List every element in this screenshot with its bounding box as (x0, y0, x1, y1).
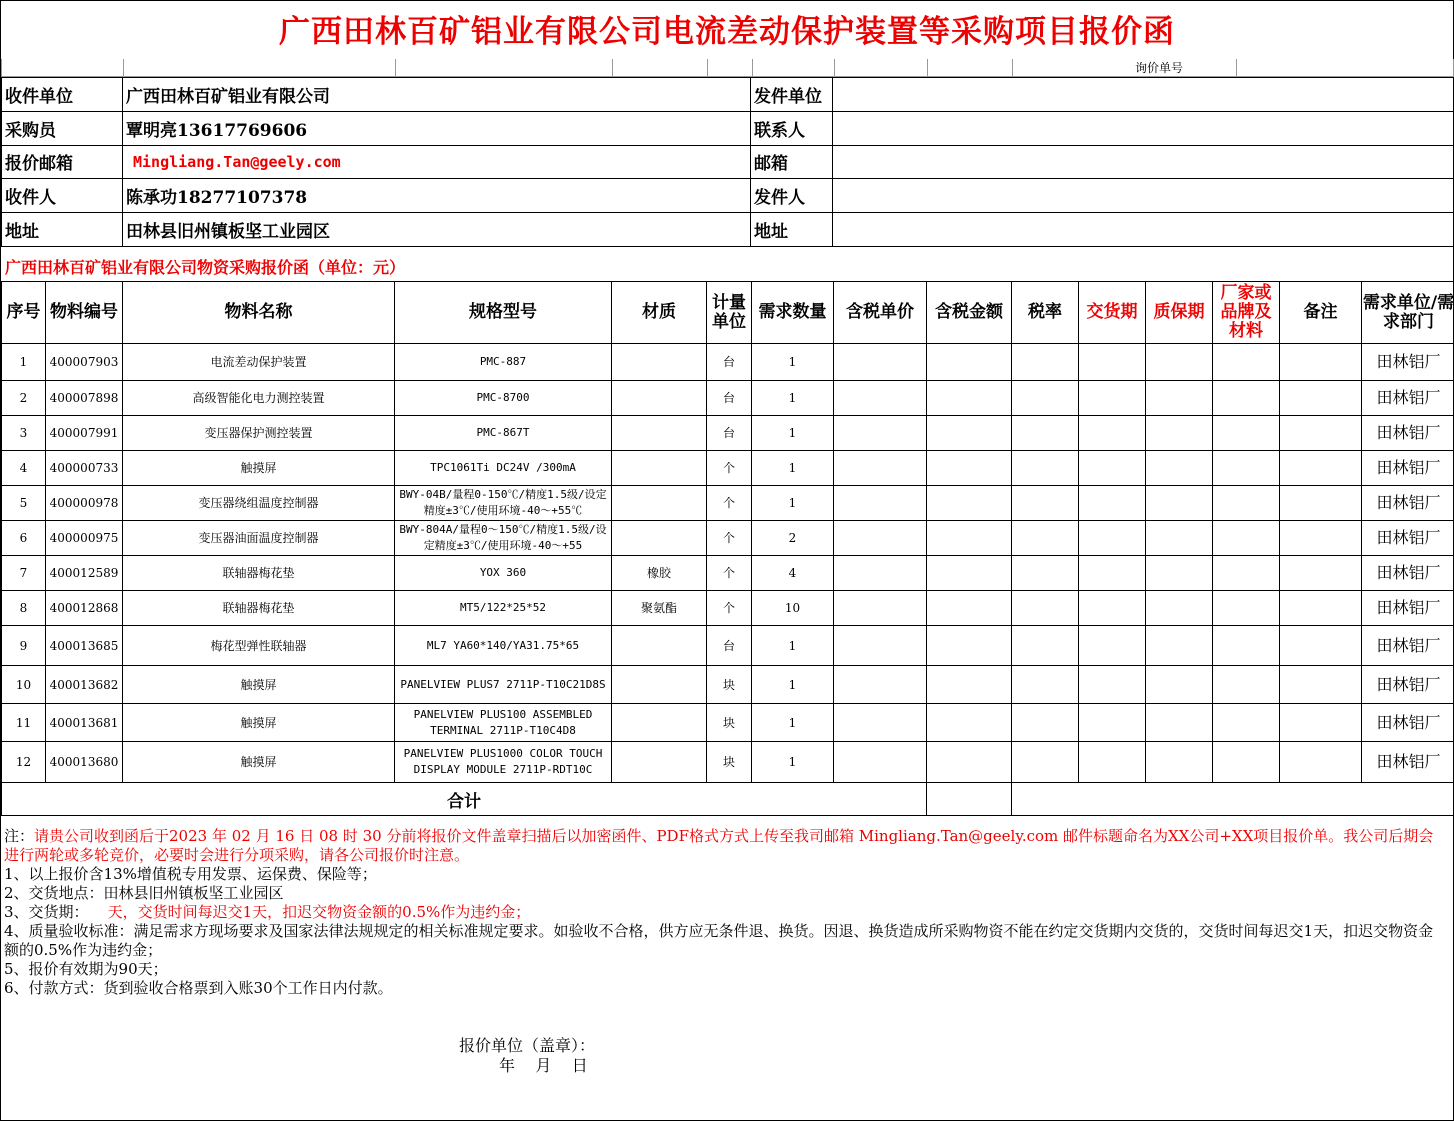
delivery-cell[interactable] (1079, 742, 1146, 783)
table-row (2, 704, 1454, 742)
col-header: 物料名称 (123, 282, 395, 344)
tax-rate-cell[interactable] (1012, 451, 1079, 486)
unit: 块 (707, 742, 752, 783)
remark-cell[interactable] (1280, 626, 1362, 666)
remark-cell[interactable] (1280, 451, 1362, 486)
info-row (2, 111, 1454, 145)
department: 田林铝厂 (1362, 666, 1454, 704)
note-item: 4、质量验收标准：满足需求方现场要求及国家法律法规规定的相关标准规定要求。如验收不合格，供方应无条件退、换货。因退、换货造成所采购物资不能在约定交货期内交货的，交货时间每迟交1天，扣迟交物资金额的0.5%作为违约金； (4, 922, 1434, 959)
unit: 台 (707, 344, 752, 381)
row-number: 7 (2, 556, 46, 591)
material-type (612, 451, 707, 486)
tax-rate-cell[interactable] (1012, 626, 1079, 666)
material-type (612, 344, 707, 381)
amount-cell[interactable] (927, 742, 1012, 783)
note-item-prefix: 3、交货期： (4, 903, 89, 921)
note-item (4, 903, 1446, 922)
department: 田林铝厂 (1362, 742, 1454, 783)
warranty-cell[interactable] (1146, 704, 1213, 742)
quantity: 1 (752, 344, 834, 381)
unit-price-cell[interactable] (834, 666, 927, 704)
unit: 个 (707, 451, 752, 486)
tax-rate-cell[interactable] (1012, 521, 1079, 556)
material-code: 400007991 (46, 416, 123, 451)
amount-cell[interactable] (927, 416, 1012, 451)
col-header: 材质 (612, 282, 707, 344)
warranty-cell[interactable] (1146, 742, 1213, 783)
amount-cell[interactable] (927, 704, 1012, 742)
signature-block (459, 1036, 595, 1076)
brand-cell[interactable] (1213, 591, 1280, 626)
material-name: 梅花型弹性联轴器 (123, 626, 395, 666)
material-name: 触摸屏 (123, 666, 395, 704)
delivery-cell[interactable] (1079, 451, 1146, 486)
info-value[interactable] (833, 213, 1454, 247)
spec-model: BWY-04B/量程0-150℃/精度1.5级/设定精度±3℃/使用环境-40～+55℃ (395, 486, 612, 521)
material-code: 400007898 (46, 381, 123, 416)
page-title: 广西田林百矿铝业有限公司电流差动保护装置等采购项目报价函 (279, 14, 1175, 50)
warranty-cell[interactable] (1146, 591, 1213, 626)
remark-cell[interactable] (1280, 742, 1362, 783)
tax-rate-cell[interactable] (1012, 486, 1079, 521)
info-label: 地址 (751, 213, 833, 247)
spec-model: PMC-887 (395, 344, 612, 381)
info-value[interactable]: 陈承功18277107378 (123, 179, 751, 213)
table-row (2, 344, 1454, 381)
spec-model: PMC-8700 (395, 381, 612, 416)
info-value[interactable] (833, 78, 1454, 112)
contact-info-table (1, 77, 1454, 247)
inquiry-row (1, 59, 1454, 77)
delivery-cell[interactable] (1079, 666, 1146, 704)
brand-cell[interactable] (1213, 556, 1280, 591)
remark-cell[interactable] (1280, 666, 1362, 704)
table-row (2, 591, 1454, 626)
table-row (2, 666, 1454, 704)
warranty-cell[interactable] (1146, 451, 1213, 486)
unit: 个 (707, 591, 752, 626)
unit-price-cell[interactable] (834, 521, 927, 556)
inquiry-cell[interactable] (708, 59, 753, 77)
remark-cell[interactable] (1280, 591, 1362, 626)
remark-cell[interactable] (1280, 381, 1362, 416)
material-type (612, 742, 707, 783)
info-value[interactable]: 田林县旧州镇板坚工业园区 (123, 213, 751, 247)
unit: 块 (707, 666, 752, 704)
unit-price-cell[interactable] (834, 742, 927, 783)
amount-cell[interactable] (927, 521, 1012, 556)
table-row (2, 556, 1454, 591)
warranty-cell[interactable] (1146, 521, 1213, 556)
inquiry-cell[interactable] (124, 59, 396, 77)
material-name: 触摸屏 (123, 704, 395, 742)
quantity: 1 (752, 742, 834, 783)
brand-cell[interactable] (1213, 416, 1280, 451)
info-value[interactable]: 覃明亮13617769606 (123, 111, 751, 145)
unit: 个 (707, 486, 752, 521)
amount-cell[interactable] (927, 344, 1012, 381)
spec-model: PANELVIEW PLUS100 ASSEMBLED TERMINAL 2711P-T10C4D8 (395, 704, 612, 742)
material-name: 变压器保护测控装置 (123, 416, 395, 451)
quote-unit-seal-label: 报价单位（盖章）： (459, 1036, 596, 1055)
delivery-cell[interactable] (1079, 556, 1146, 591)
quantity: 1 (752, 666, 834, 704)
info-label: 邮箱 (751, 145, 833, 179)
quantity: 1 (752, 486, 834, 521)
material-name: 变压器油面温度控制器 (123, 521, 395, 556)
note-item: 5、报价有效期为90天； (4, 960, 168, 978)
table-header-row (2, 282, 1454, 344)
material-type (612, 381, 707, 416)
row-number: 1 (2, 344, 46, 381)
total-blank-cell (1012, 783, 1454, 816)
unit: 台 (707, 626, 752, 666)
unit: 个 (707, 521, 752, 556)
col-header: 含税单价 (834, 282, 927, 344)
unit-price-cell[interactable] (834, 626, 927, 666)
col-header: 税率 (1012, 282, 1079, 344)
unit: 台 (707, 381, 752, 416)
quantity: 1 (752, 381, 834, 416)
material-code: 400000975 (46, 521, 123, 556)
row-number: 11 (2, 704, 46, 742)
info-label: 收件单位 (2, 78, 123, 112)
material-code: 400012589 (46, 556, 123, 591)
note-main (4, 827, 1446, 865)
inquiry-cell[interactable] (835, 59, 928, 77)
warranty-cell[interactable] (1146, 666, 1213, 704)
delivery-cell[interactable] (1079, 626, 1146, 666)
inquiry-cell[interactable] (928, 59, 1013, 77)
remark-cell[interactable] (1280, 704, 1362, 742)
unit: 台 (707, 416, 752, 451)
tax-rate-cell[interactable] (1012, 416, 1079, 451)
table-row (2, 486, 1454, 521)
notes-section (4, 827, 1446, 998)
row-number: 8 (2, 591, 46, 626)
material-type (612, 521, 707, 556)
quote-email-value[interactable]: Mingliang.Tan@geely.com (123, 145, 751, 179)
unit-price-cell[interactable] (834, 704, 927, 742)
amount-cell[interactable] (927, 486, 1012, 521)
inquiry-cell[interactable] (753, 59, 835, 77)
material-name: 联轴器梅花垫 (123, 591, 395, 626)
table-row (2, 626, 1454, 666)
brand-cell[interactable] (1213, 626, 1280, 666)
unit-price-cell[interactable] (834, 591, 927, 626)
info-label: 报价邮箱 (2, 145, 123, 179)
quantity: 4 (752, 556, 834, 591)
info-label: 发件人 (751, 179, 833, 213)
material-type (612, 486, 707, 521)
table-row (2, 521, 1454, 556)
material-name: 触摸屏 (123, 451, 395, 486)
note-item-red: 天，交货时间每迟交1天，扣迟交物资金额的0.5%作为违约金； (88, 903, 531, 921)
delivery-cell[interactable] (1079, 381, 1146, 416)
material-name: 联轴器梅花垫 (123, 556, 395, 591)
info-value[interactable]: 广西田林百矿铝业有限公司 (123, 78, 751, 112)
tax-rate-cell[interactable] (1012, 591, 1079, 626)
tax-rate-cell[interactable] (1012, 666, 1079, 704)
row-number: 3 (2, 416, 46, 451)
info-value[interactable] (833, 145, 1454, 179)
warranty-cell[interactable] (1146, 486, 1213, 521)
material-type (612, 666, 707, 704)
department: 田林铝厂 (1362, 381, 1454, 416)
total-label: 合计 (2, 783, 927, 816)
brand-cell[interactable] (1213, 742, 1280, 783)
col-header: 含税金额 (927, 282, 1012, 344)
material-name: 高级智能化电力测控装置 (123, 381, 395, 416)
unit-price-cell[interactable] (834, 556, 927, 591)
unit: 个 (707, 556, 752, 591)
unit-price-cell[interactable] (834, 486, 927, 521)
date-label: 年 月 日 (499, 1056, 588, 1075)
material-code: 400000978 (46, 486, 123, 521)
info-label: 收件人 (2, 179, 123, 213)
brand-cell[interactable] (1213, 521, 1280, 556)
note-red-text: 请贵公司收到函后于2023 年 02 月 16 日 08 时 30 分前将报价文件盖章扫描后以加密函件、PDF格式方式上传至我司邮箱 Mingliang.Tan@geely.com 邮件标题命名为XX公司+XX项目报价单。我公司后期会进行两轮或多轮竞价，必要时会进行分项采购，请各公司报价时注意。 (4, 827, 1434, 864)
quantity: 1 (752, 451, 834, 486)
remark-cell[interactable] (1280, 416, 1362, 451)
delivery-cell[interactable] (1079, 416, 1146, 451)
department: 田林铝厂 (1362, 486, 1454, 521)
unit-price-cell[interactable] (834, 344, 927, 381)
material-code: 400012868 (46, 591, 123, 626)
material-type: 橡胶 (612, 556, 707, 591)
col-header: 需求单位/需求部门 (1362, 282, 1454, 344)
col-header: 交货期 (1079, 282, 1146, 344)
delivery-cell[interactable] (1079, 486, 1146, 521)
row-number: 6 (2, 521, 46, 556)
delivery-cell[interactable] (1079, 591, 1146, 626)
spec-model: PANELVIEW PLUS7 2711P-T10C21D8S (395, 666, 612, 704)
warranty-cell[interactable] (1146, 344, 1213, 381)
info-value[interactable] (833, 111, 1454, 145)
department: 田林铝厂 (1362, 521, 1454, 556)
department: 田林铝厂 (1362, 626, 1454, 666)
material-code: 400013685 (46, 626, 123, 666)
col-header: 规格型号 (395, 282, 612, 344)
spec-model: PMC-867T (395, 416, 612, 451)
items-table (1, 281, 1454, 816)
amount-cell[interactable] (927, 451, 1012, 486)
material-name: 电流差动保护装置 (123, 344, 395, 381)
table-row (2, 451, 1454, 486)
tax-rate-cell[interactable] (1012, 344, 1079, 381)
row-number: 9 (2, 626, 46, 666)
info-label: 联系人 (751, 111, 833, 145)
brand-cell[interactable] (1213, 381, 1280, 416)
col-header: 厂家或品牌及材料 (1213, 282, 1280, 344)
material-name: 触摸屏 (123, 742, 395, 783)
total-amount-cell[interactable] (927, 783, 1012, 816)
material-code: 400000733 (46, 451, 123, 486)
info-label: 地址 (2, 213, 123, 247)
inquiry-number-value[interactable] (1237, 59, 1454, 77)
inquiry-cell[interactable] (396, 59, 613, 77)
amount-cell[interactable] (927, 591, 1012, 626)
inquiry-cell[interactable] (2, 59, 124, 77)
info-row (2, 213, 1454, 247)
remark-cell[interactable] (1280, 486, 1362, 521)
brand-cell[interactable] (1213, 344, 1280, 381)
inquiry-cell[interactable] (613, 59, 708, 77)
spec-model: MT5/122*25*52 (395, 591, 612, 626)
brand-cell[interactable] (1213, 666, 1280, 704)
material-type (612, 704, 707, 742)
row-number: 5 (2, 486, 46, 521)
col-header: 需求数量 (752, 282, 834, 344)
inquiry-number-label: 询价单号 (1013, 59, 1237, 77)
material-code: 400007903 (46, 344, 123, 381)
info-row (2, 78, 1454, 112)
material-name: 变压器绕组温度控制器 (123, 486, 395, 521)
spec-model: YOX 360 (395, 556, 612, 591)
warranty-cell[interactable] (1146, 381, 1213, 416)
spec-model: BWY-804A/量程0～150℃/精度1.5级/设定精度±3℃/使用环境-40～+55 (395, 521, 612, 556)
department: 田林铝厂 (1362, 344, 1454, 381)
material-type (612, 626, 707, 666)
info-value[interactable] (833, 179, 1454, 213)
quantity: 2 (752, 521, 834, 556)
amount-cell[interactable] (927, 556, 1012, 591)
col-header: 计量单位 (707, 282, 752, 344)
unit: 块 (707, 704, 752, 742)
tax-rate-cell[interactable] (1012, 556, 1079, 591)
tax-rate-cell[interactable] (1012, 742, 1079, 783)
material-type: 聚氨酯 (612, 591, 707, 626)
note-prefix: 注： (4, 827, 35, 845)
warranty-cell[interactable] (1146, 416, 1213, 451)
delivery-cell[interactable] (1079, 344, 1146, 381)
col-header: 序号 (2, 282, 46, 344)
col-header: 质保期 (1146, 282, 1213, 344)
info-row (2, 145, 1454, 179)
row-number: 10 (2, 666, 46, 704)
table-row (2, 416, 1454, 451)
note-item: 6、付款方式：货到验收合格票到入账30个工作日内付款。 (4, 979, 393, 997)
quantity: 1 (752, 416, 834, 451)
tax-rate-cell[interactable] (1012, 381, 1079, 416)
info-row (2, 179, 1454, 213)
tax-rate-cell[interactable] (1012, 704, 1079, 742)
table-row (2, 381, 1454, 416)
brand-cell[interactable] (1213, 451, 1280, 486)
warranty-cell[interactable] (1146, 556, 1213, 591)
info-label: 采购员 (2, 111, 123, 145)
row-number: 2 (2, 381, 46, 416)
row-number: 12 (2, 742, 46, 783)
material-code: 400013682 (46, 666, 123, 704)
row-number: 4 (2, 451, 46, 486)
col-header: 备注 (1280, 282, 1362, 344)
delivery-cell[interactable] (1079, 704, 1146, 742)
material-type (612, 416, 707, 451)
amount-cell[interactable] (927, 626, 1012, 666)
department: 田林铝厂 (1362, 451, 1454, 486)
unit-price-cell[interactable] (834, 381, 927, 416)
table-subtitle: 广西田林百矿铝业有限公司物资采购报价函（单位：元） (5, 258, 406, 277)
total-row (2, 783, 1454, 816)
quantity: 10 (752, 591, 834, 626)
unit-price-cell[interactable] (834, 416, 927, 451)
material-code: 400013681 (46, 704, 123, 742)
table-row (2, 742, 1454, 783)
brand-cell[interactable] (1213, 486, 1280, 521)
department: 田林铝厂 (1362, 591, 1454, 626)
spec-model: ML7 YA60*140/YA31.75*65 (395, 626, 612, 666)
spec-model: TPC1061Ti DC24V /300mA (395, 451, 612, 486)
brand-cell[interactable] (1213, 704, 1280, 742)
department: 田林铝厂 (1362, 556, 1454, 591)
material-code: 400013680 (46, 742, 123, 783)
delivery-cell[interactable] (1079, 521, 1146, 556)
remark-cell[interactable] (1280, 521, 1362, 556)
unit-price-cell[interactable] (834, 451, 927, 486)
note-item: 2、交货地点：田林县旧州镇板坚工业园区 (4, 884, 284, 902)
amount-cell[interactable] (927, 666, 1012, 704)
department: 田林铝厂 (1362, 704, 1454, 742)
amount-cell[interactable] (927, 381, 1012, 416)
spec-model: PANELVIEW PLUS1000 COLOR TOUCH DISPLAY MODULE 2711P-RDT10C (395, 742, 612, 783)
warranty-cell[interactable] (1146, 626, 1213, 666)
info-label: 发件单位 (751, 78, 833, 112)
col-header: 物料编号 (46, 282, 123, 344)
quantity: 1 (752, 626, 834, 666)
note-item: 1、以上报价含13%增值税专用发票、运保费、保险等； (4, 865, 377, 883)
remark-cell[interactable] (1280, 556, 1362, 591)
remark-cell[interactable] (1280, 344, 1362, 381)
quantity: 1 (752, 704, 834, 742)
department: 田林铝厂 (1362, 416, 1454, 451)
